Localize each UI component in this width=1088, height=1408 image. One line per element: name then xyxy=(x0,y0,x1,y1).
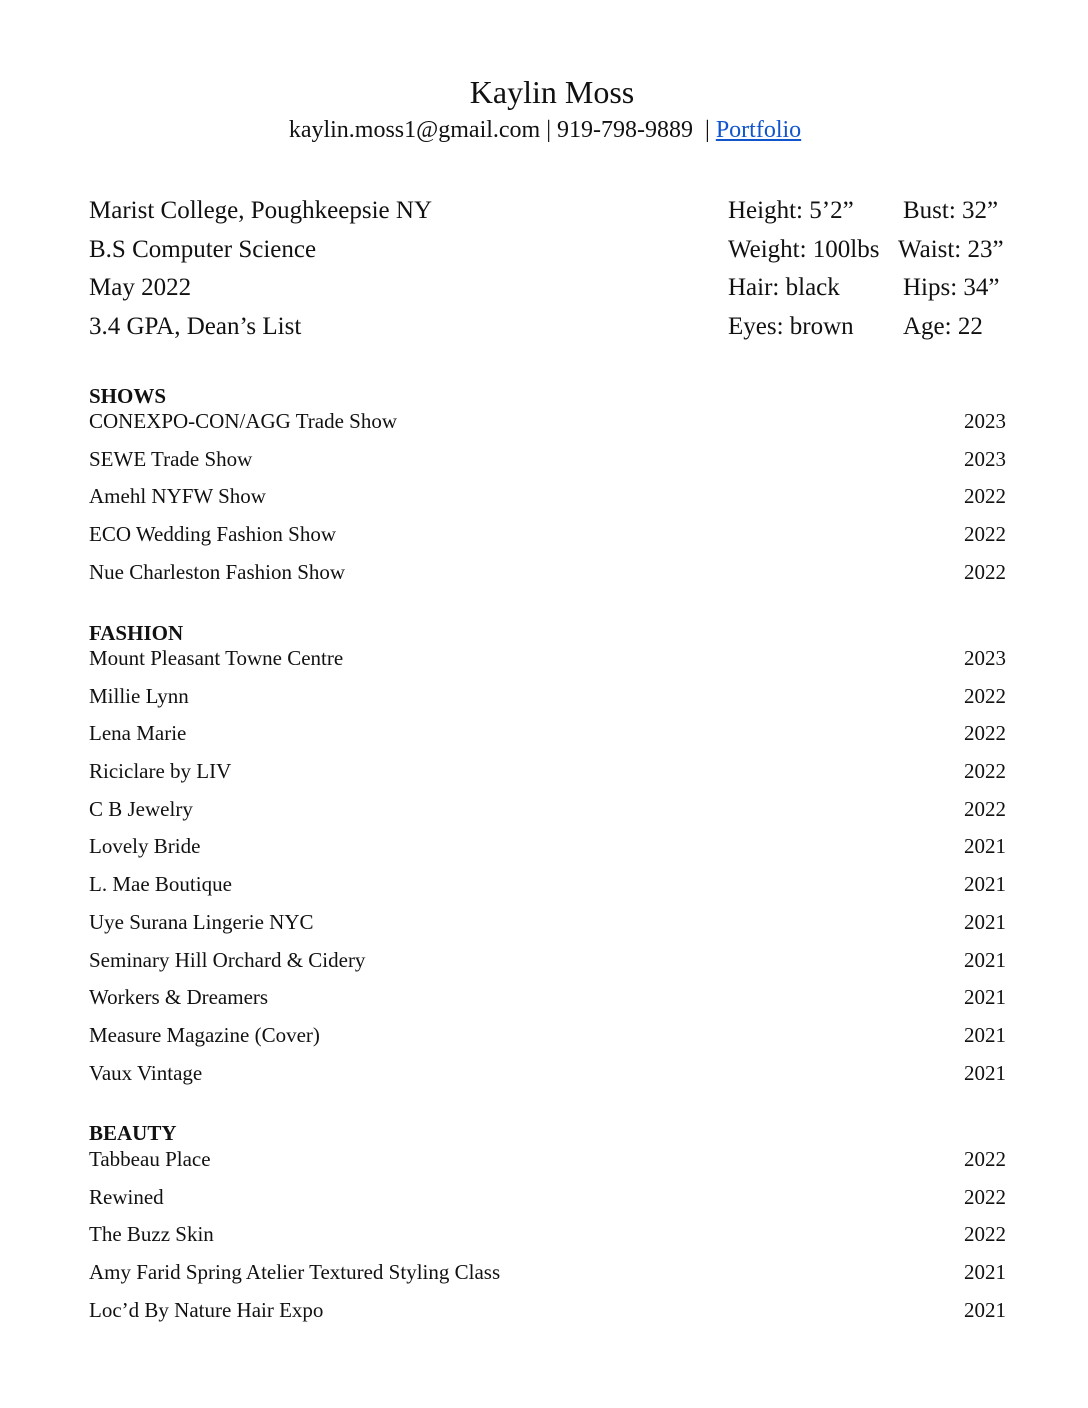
education-school: Marist College, Poughkeepsie NY xyxy=(89,197,433,224)
stat-eyes: Eyes: brown xyxy=(728,312,854,340)
list-item xyxy=(89,759,1006,797)
item-name: Nue Charleston Fashion Show xyxy=(89,559,346,584)
stat-age: Age: 22 xyxy=(903,312,983,340)
item-name: Loc’d By Nature Hair Expo xyxy=(89,1297,324,1322)
item-year: 2022 xyxy=(964,796,1006,821)
stat-weight: Weight: 100lbs xyxy=(728,235,880,263)
item-name: Lovely Bride xyxy=(89,834,201,859)
list-item xyxy=(89,872,1006,910)
item-year: 2021 xyxy=(964,834,1006,859)
section-title-beauty: BEAUTY xyxy=(89,1121,177,1145)
item-year: 2021 xyxy=(964,872,1006,897)
item-name: The Buzz Skin xyxy=(89,1222,214,1247)
stat-waist: Waist: 23” xyxy=(898,235,1004,263)
list-item xyxy=(89,1260,1006,1298)
measurements-block xyxy=(728,194,1028,354)
item-name: Seminary Hill Orchard & Cidery xyxy=(89,947,366,972)
item-name: Uye Surana Lingerie NYC xyxy=(89,909,314,934)
item-year: 2022 xyxy=(964,721,1006,746)
contact-text: kaylin.moss1@gmail.com | 919-798-9889 | xyxy=(288,117,716,143)
item-name: Amehl NYFW Show xyxy=(89,484,266,509)
list-item xyxy=(89,560,1006,598)
fashion-list xyxy=(89,646,1006,1098)
item-year: 2021 xyxy=(964,1060,1006,1085)
item-year: 2022 xyxy=(964,1147,1006,1171)
item-name: Mount Pleasant Towne Centre xyxy=(89,646,344,670)
education-graduation-date: May 2022 xyxy=(89,274,192,301)
list-item xyxy=(89,1185,1006,1223)
item-name: Riciclare by LIV xyxy=(89,759,232,784)
item-name: C B Jewelry xyxy=(89,796,193,821)
item-year: 2021 xyxy=(964,1297,1006,1322)
item-name: L. Mae Boutique xyxy=(89,872,232,897)
item-name: SEWE Trade Show xyxy=(89,446,253,471)
stat-height: Height: 5’2” xyxy=(728,197,854,224)
item-year: 2021 xyxy=(964,947,1006,972)
list-item xyxy=(89,522,1006,560)
item-year: 2022 xyxy=(964,683,1006,708)
item-name: Vaux Vintage xyxy=(89,1060,203,1085)
item-year: 2021 xyxy=(964,909,1006,934)
list-item xyxy=(89,409,1006,447)
resume-name: Kaylin Moss xyxy=(469,74,635,110)
list-item xyxy=(89,1298,1006,1336)
item-year: 2021 xyxy=(964,1022,1006,1047)
item-year: 2022 xyxy=(964,484,1006,509)
item-year: 2022 xyxy=(964,1184,1006,1209)
list-item xyxy=(89,985,1006,1023)
item-name: ECO Wedding Fashion Show xyxy=(89,522,337,547)
item-year: 2022 xyxy=(964,759,1006,784)
list-item xyxy=(89,1061,1006,1099)
portfolio-link[interactable]: Portfolio xyxy=(715,117,802,143)
list-item xyxy=(89,684,1006,722)
stat-bust: Bust: 32” xyxy=(903,197,999,224)
section-title-shows: SHOWS xyxy=(89,384,167,408)
item-year: 2021 xyxy=(964,985,1006,1010)
item-name: Tabbeau Place xyxy=(89,1147,211,1171)
list-item xyxy=(89,484,1006,522)
list-item xyxy=(89,910,1006,948)
list-item xyxy=(89,834,1006,872)
list-item xyxy=(89,1222,1006,1260)
education-gpa: 3.4 GPA, Dean’s List xyxy=(89,312,302,340)
shows-list xyxy=(89,409,1006,597)
item-year: 2022 xyxy=(964,1222,1006,1247)
section-title-fashion: FASHION xyxy=(89,621,184,645)
item-name: Amy Farid Spring Atelier Textured Styling Class xyxy=(89,1260,501,1285)
item-year: 2023 xyxy=(964,446,1006,471)
item-year: 2023 xyxy=(964,646,1006,670)
list-item xyxy=(89,646,1006,684)
list-item xyxy=(89,948,1006,986)
item-name: Lena Marie xyxy=(89,721,187,746)
contact-line xyxy=(0,114,1088,146)
stat-hair: Hair: black xyxy=(728,274,840,301)
list-item xyxy=(89,1023,1006,1061)
item-year: 2022 xyxy=(964,559,1006,584)
item-name: Rewined xyxy=(89,1184,164,1209)
beauty-list xyxy=(89,1147,1006,1335)
item-year: 2022 xyxy=(964,522,1006,547)
item-year: 2023 xyxy=(964,409,1006,433)
list-item xyxy=(89,797,1006,835)
item-name: Millie Lynn xyxy=(89,683,189,708)
item-name: Workers & Dreamers xyxy=(89,985,269,1010)
list-item xyxy=(89,447,1006,485)
list-item xyxy=(89,1147,1006,1185)
item-name: Measure Magazine (Cover) xyxy=(89,1022,320,1047)
item-name: CONEXPO-CON/AGG Trade Show xyxy=(89,409,398,433)
item-year: 2021 xyxy=(964,1260,1006,1285)
stat-hips: Hips: 34” xyxy=(903,274,1000,301)
education-degree: B.S Computer Science xyxy=(89,235,317,263)
list-item xyxy=(89,721,1006,759)
education-block xyxy=(89,194,432,348)
